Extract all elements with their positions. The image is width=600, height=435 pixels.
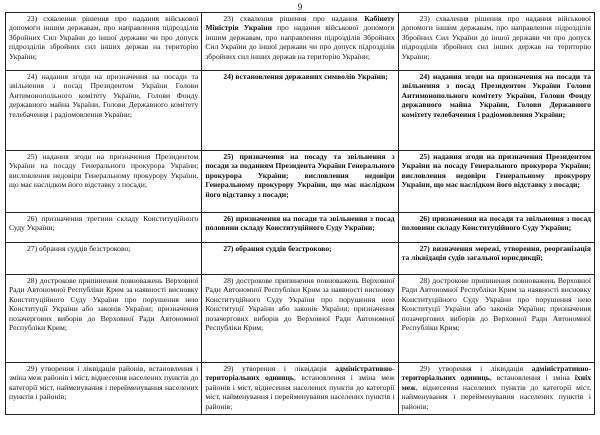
table-row: [6, 213, 595, 243]
cell-current: 27) обрання суддів безстроково;: [6, 243, 202, 275]
cell-current: 29) утворення і ліквідація районів, встановлення і зміна меж районів і міст, віднесення населених пунктів до категорії міст, найменування і перейменування населених пунктів і районів;: [6, 363, 202, 415]
cell-final: 24) надання згоди на призначення на посади та звільнення з посад Президентом України Голови Антимонопольного комітету України, Голови Фонду державного майна України, Голови Державного комітету телебачення і радіомовлення України;: [398, 71, 594, 151]
cell-proposed: 24) встановлення державних символів України;: [202, 71, 398, 151]
table-row: [6, 71, 595, 151]
cell-final: 28) дострокове припинення повноважень Верховної Ради Автономної Республіки Крим за наявності висновку Конституційного Суду України про порушення нею Конституції України або законів України; призначення позачергових виборів до Верховної Ради Автономної Республіки Крим;: [398, 275, 594, 363]
cell-proposed: 29) утворення і ліквідація адміністративно-територіальних одиниць, встановлення і зміна меж районів і міст, віднесення населених пунктів до категорії міст, найменування і перейменування населених пунктів і районів;: [202, 363, 398, 415]
cell-current: 23) схвалення рішення про надання військової допомоги іншим державам, про направлення підрозділів Збройних Сил України до іншої держави чи про допуск підрозділів збройних сил інших держав на територію України;: [6, 13, 202, 71]
cell-current: 28) дострокове припинення повноважень Верховної Ради Автономної Республіки Крим за наявності висновку Конституційного Суду України про порушення нею Конституції України або законів України; призначення позачергових виборів до Верховної Ради Автономної Республіки Крим;: [6, 275, 202, 363]
cell-proposed: 26) призначення на посади та звільнення з посад половини складу Конституційного Суду України;: [202, 213, 398, 243]
cell-current: 25) надання згоди на призначення Президентом України на посаду Генерального прокурора України; висловлення недовіри Генеральному прокурору України, що має наслідком його відставку з посади;: [6, 151, 202, 213]
cell-proposed: 27) обрання суддів безстроково;: [202, 243, 398, 275]
cell-final: 25) надання згоди на призначення Президентом України на посаду Генерального прокурора України; висловлення недовіри Генеральному прокурору України, що має наслідком його відставку з посади;: [398, 151, 594, 213]
cell-final: 27) визначення мережі, утворення, реорганізація та ліквідація судів загальної юрисдикції;: [398, 243, 594, 275]
cell-current: 24) надання згоди на призначення на посади та звільнення з посад Президентом України Голови Антимонопольного комітету України, Голови Фонду державного майна України, Голови Державного комітету телебачення і радіомовлення України;: [6, 71, 202, 151]
table-row: [6, 243, 595, 275]
cell-current: 26) призначення третини складу Конституційного Суду України;: [6, 213, 202, 243]
cell-proposed: 28) дострокове припинення повноважень Верховної Ради Автономної Республіки Крим за наявності висновку Конституційного Суду України про порушення нею Конституції України або законів України; призначення позачергових виборів до Верховної Ради Автономної Республіки Крим;: [202, 275, 398, 363]
table-row: [6, 13, 595, 71]
cell-final: 29) утворення і ліквідація адміністративно-територіальних одиниць, встановлення і зміна їхніх меж, віднесення населених пунктів до категорії міст, найменування і перейменування населених пунктів і районів;: [398, 363, 594, 415]
table-row: [6, 151, 595, 213]
cell-proposed: 23) схвалення рішення про надання Кабінету Міністрів України про надання військової допомоги іншим державам, про направлення підрозділів Збройних Сил України до іншої держави чи про допуск підрозділів збройних сил інших держав на територію України;: [202, 13, 398, 71]
comparison-table: [5, 12, 595, 415]
cell-final: 23) схвалення рішення про надання військової допомоги іншим державам, про направлення підрозділів Збройних Сил України до іншої держави чи про допуск підрозділів збройних сил інших держав на територію України;: [398, 13, 594, 71]
cell-proposed: 25) призначення на посаду та звільнення з посади за поданням Президента України Генерального прокурора України; висловлення недовіри Генеральному прокурору України, що має наслідком його відставку з посади;: [202, 151, 398, 213]
cell-final: 26) призначення на посади та звільнення з посад половини складу Конституційного Суду України;: [398, 213, 594, 243]
page-number: 9: [297, 2, 303, 12]
table-row: [6, 363, 595, 415]
table-row: [6, 275, 595, 363]
